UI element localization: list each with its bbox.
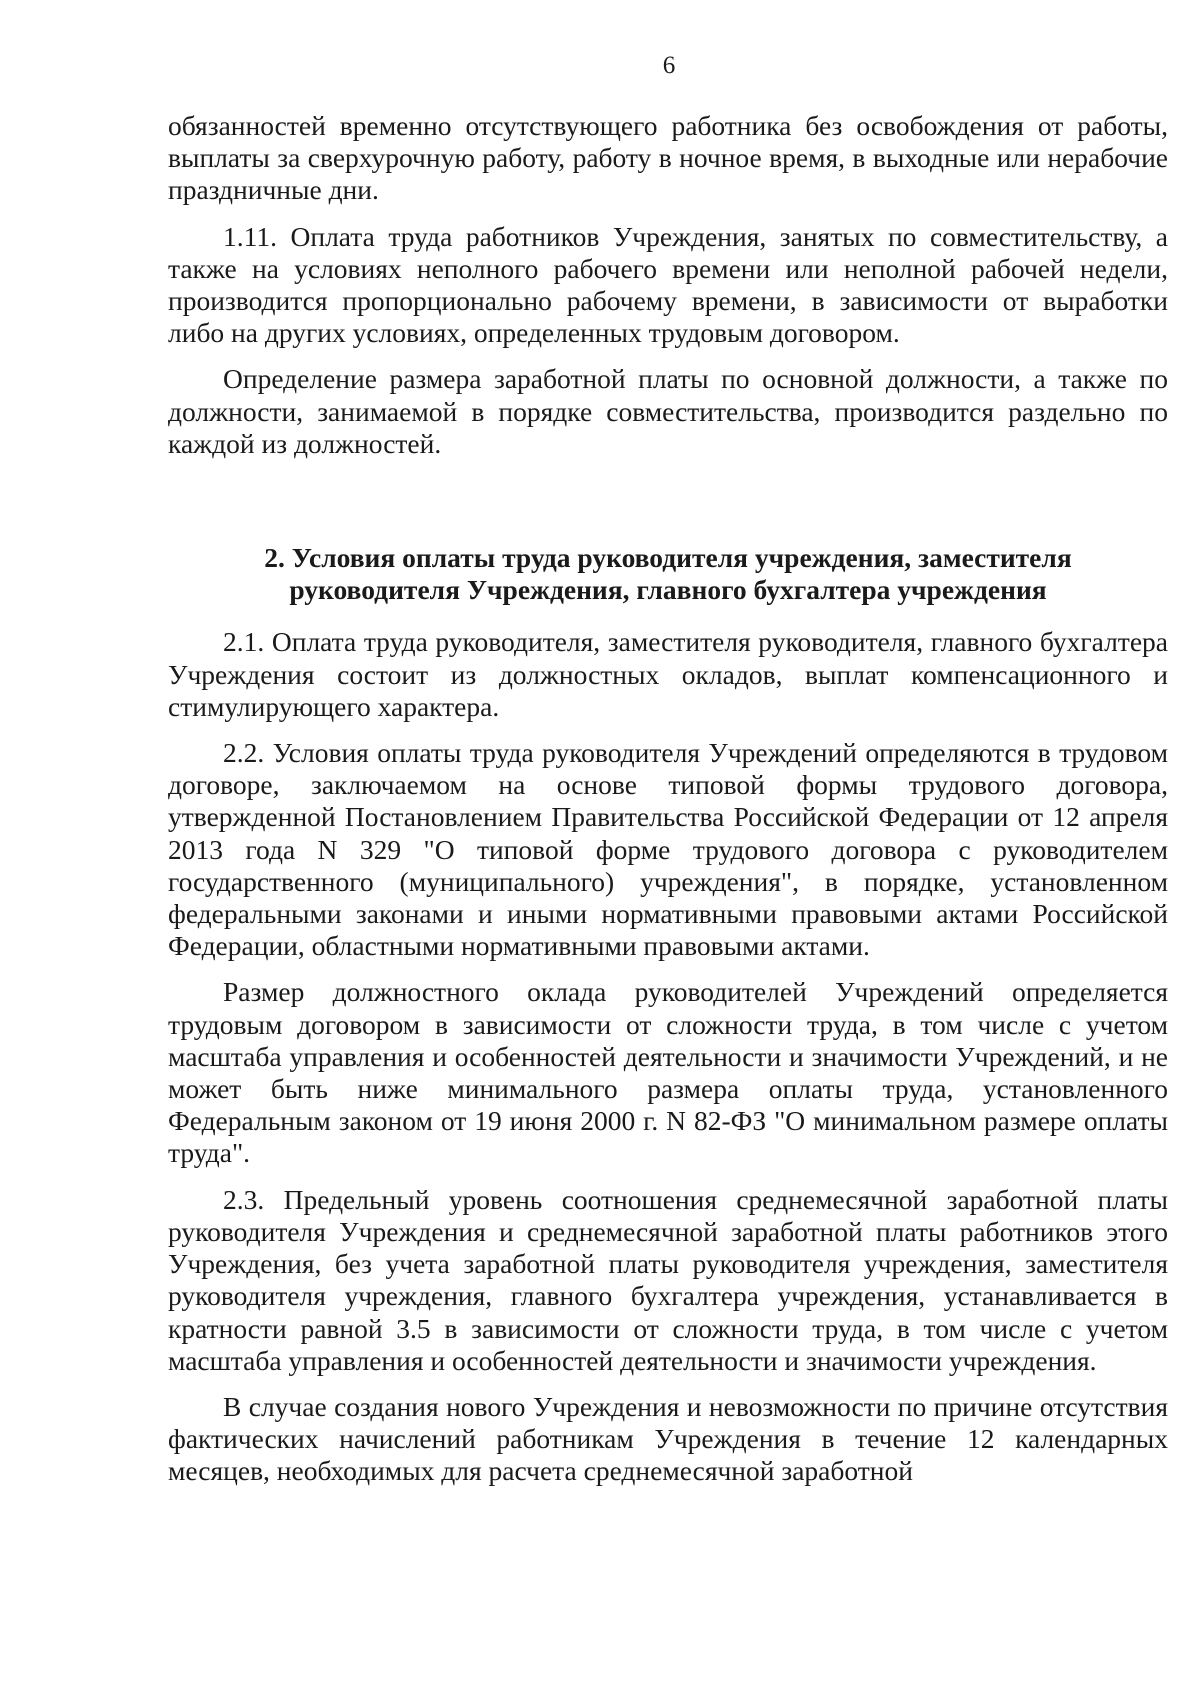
paragraph-continuation: обязанностей временно отсутствующего работника без освобождения от работы, выплаты за сверхурочную работу, работу в ночное время, в выходные или нерабочие праздничные дни.: [168, 110, 1168, 206]
section-2-heading: 2. Условия оплаты труда руководителя учреждения, заместителя руководителя Учреждения, главного бухгалтера учреждения: [264, 542, 1072, 606]
paragraph-2-1: 2.1. Оплата труда руководителя, заместителя руководителя, главного бухгалтера Учреждения состоит из должностных окладов, выплат компенсационного и стимулирующего характера.: [168, 626, 1168, 722]
paragraph-salary-definition: Определение размера заработной платы по основной должности, а также по должности, занимаемой в порядке совместительства, производится раздельно по каждой из должностей.: [168, 363, 1168, 459]
page-content: [168, 110, 1168, 1488]
paragraph-head-salary: Размер должностного оклада руководителей Учреждений определяется трудовым договором в зависимости от сложности труда, в том числе с учетом масштаба управления и особенностей деятельности и значимости Учреждений, и не может быть ниже минимального размера оплаты труда, установленного Федеральным законом от 19 июня 2000 г. N 82-ФЗ "О минимальном размере оплаты труда".: [168, 976, 1168, 1169]
paragraph-new-institution: В случае создания нового Учреждения и невозможности по причине отсутствия фактических начислений работникам Учреждения в течение 12 календарных месяцев, необходимых для расчета среднемесячной заработной: [168, 1390, 1168, 1487]
paragraph-1-11: 1.11. Оплата труда работников Учреждения, занятых по совместительству, а также на условиях неполного рабочего времени или неполной рабочей недели, производится пропорционально рабочему времени, в зависимости от выработки либо на других условиях, определенных трудовым договором.: [168, 220, 1168, 349]
page-number: 6: [662, 52, 676, 79]
paragraph-2-3: 2.3. Предельный уровень соотношения среднемесячной заработной платы руководителя Учреждения и среднемесячной заработной платы работников этого Учреждения, без учета заработной платы руководителя учреждения, заместителя руководителя учреждения, главного бухгалтера учреждения, устанавливается в кратности равной 3.5 в зависимости от сложности труда, в том числе с учетом масштаба управления и особенностей деятельности и значимости учреждения.: [168, 1183, 1168, 1376]
paragraph-2-2: 2.2. Условия оплаты труда руководителя Учреждений определяются в трудовом договоре, заключаемом на основе типовой формы трудового договора, утвержденной Постановлением Правительства Российской Федерации от 12 апреля 2013 года N 329 "О типовой форме трудового договора с руководителем государственного (муниципального) учреждения", в порядке, установленном федеральными законами и иными нормативными правовыми актами Российской Федерации, областными нормативными правовыми актами.: [168, 737, 1168, 962]
